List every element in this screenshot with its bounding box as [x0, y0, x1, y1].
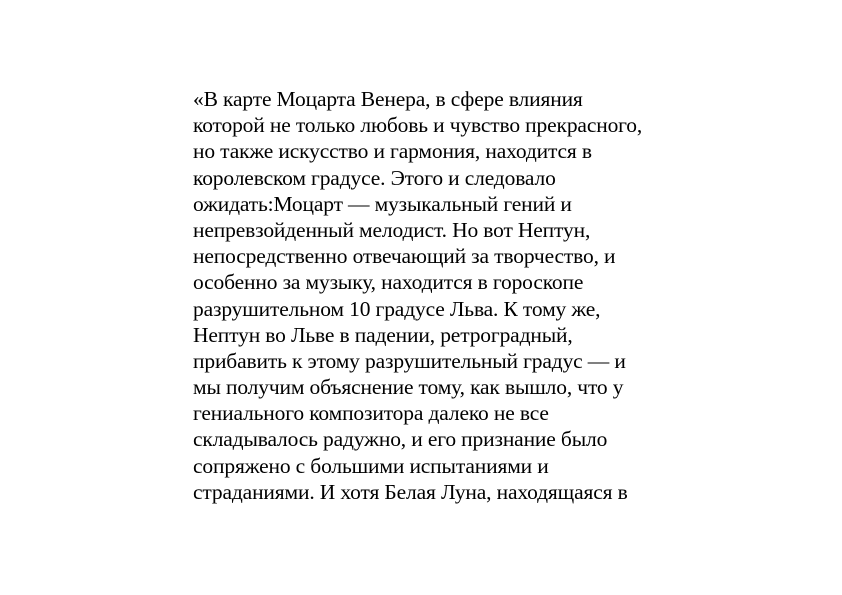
text-line: непревзойденный мелодист. Но вот Нептун, [193, 217, 591, 242]
text-line: Нептун во Льве в падении, ретроградный, [193, 322, 573, 347]
text-line: гениального композитора далеко не все [193, 401, 549, 426]
text-line: мы получим объяснение тому, как вышло, что у [193, 375, 624, 400]
text-line: страданиями. И хотя Белая Луна, находящаяся в [193, 479, 628, 504]
text-line: складывалось радужно, и его признание было [193, 427, 608, 452]
text-line: но также искусство и гармония, находится в [193, 139, 592, 164]
text-line: которой не только любовь и чувство прекрасного, [193, 113, 643, 138]
text-line: прибавить к этому разрушительный градус — и [193, 348, 626, 373]
text-line: непосредственно отвечающий за творчество, и [193, 244, 616, 269]
text-line: особенно за музыку, находится в гороскопе [193, 270, 584, 295]
text-line: сопряжено с большими испытаниями и [193, 453, 549, 478]
text-line: ожидать:Моцарт — музыкальный гений и [193, 191, 572, 216]
text-line: разрушительном 10 градусе Льва. К тому же, [193, 296, 601, 321]
text-line: королевском градусе. Этого и следовало [193, 165, 556, 190]
text-line: «В карте Моцарта Венера, в сфере влияния [193, 87, 583, 111]
quote-paragraph [193, 86, 713, 505]
